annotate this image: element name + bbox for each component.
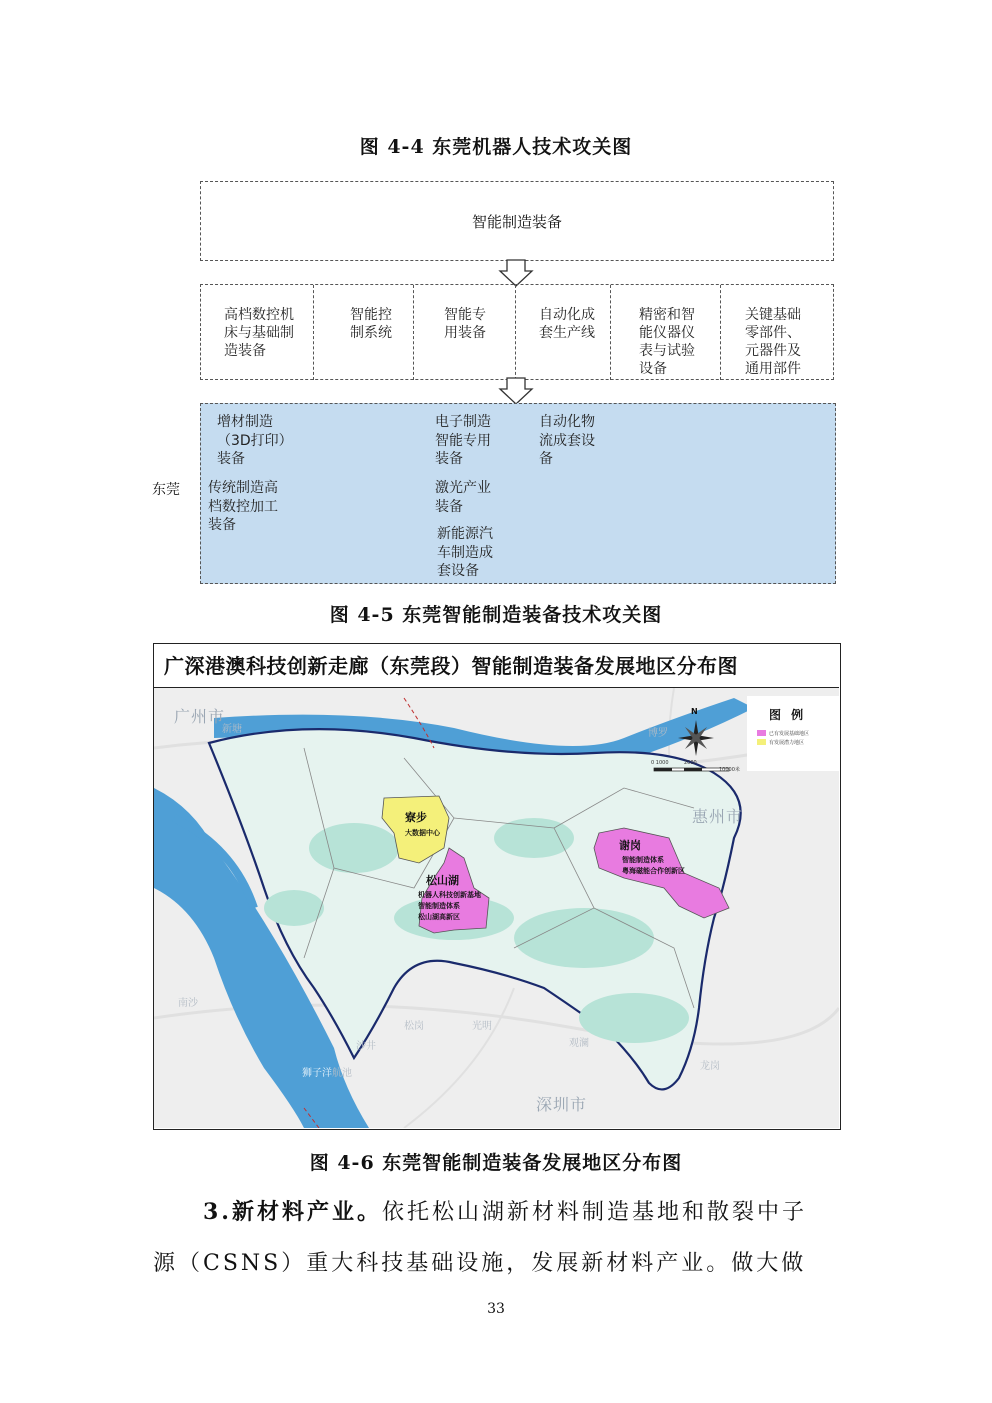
region-songshanhu: 松山湖 <box>426 874 459 887</box>
compass-label: N <box>691 707 698 716</box>
paragraph-line <box>203 1198 843 1227</box>
legend-label: 已有发展基础地区 <box>769 731 810 737</box>
city-label: 深圳市 <box>536 1095 588 1114</box>
region-liaobu-detail: 大数据中心 <box>405 829 440 837</box>
region-liaobu: 寮步 <box>405 811 427 824</box>
item-logistics: 自动化物 流成套设 备 <box>539 414 595 467</box>
scale-label: 0 1000 <box>651 760 669 766</box>
category-row <box>200 284 834 380</box>
item-traditional-cnc: 传统制造高 档数控加工 装备 <box>208 480 278 533</box>
paragraph-line: 源（CSNS）重大科技基础设施，发展新材料产业。做大做 <box>153 1251 807 1276</box>
category-components: 关键基础 零部件、 元器件及 通用部件 <box>745 307 801 377</box>
top-box <box>200 181 834 261</box>
region-xiegang-detail: 智能制造体系 粤海磁能合作创新区 <box>622 856 685 875</box>
section-heading: 3.新材料产业。 <box>203 1199 382 1225</box>
category-production-line: 自动化成 套生产线 <box>539 307 595 341</box>
down-arrow-icon <box>498 377 534 405</box>
map-graphic <box>154 688 839 1128</box>
city-label: 惠州市 <box>692 807 744 826</box>
legend-swatch <box>757 730 766 736</box>
item-laser: 激光产业 装备 <box>435 480 491 515</box>
town-label: 新塘 <box>222 724 242 735</box>
town-label: 龙岗 <box>700 1061 720 1072</box>
category-control-system: 智能控 制系统 <box>350 307 392 341</box>
distribution-map <box>153 643 841 1130</box>
town-label: 沙井 <box>356 1041 376 1052</box>
item-3d-printing: 增材制造 （3D打印） 装备 <box>217 414 293 467</box>
category-divider <box>313 285 314 380</box>
page-number: 33 <box>487 1301 505 1317</box>
town-label: 观澜 <box>569 1038 589 1049</box>
category-instruments: 精密和智 能仪器仪 表与试验 设备 <box>639 307 695 377</box>
town-label: 航池 <box>332 1068 352 1079</box>
legend-title: 图 例 <box>769 708 807 722</box>
legend-label: 有发展潜力地区 <box>769 740 805 746</box>
town-label: 狮子洋 <box>302 1068 332 1079</box>
side-label: 东莞 <box>152 482 180 498</box>
category-divider <box>515 285 516 380</box>
down-arrow-icon <box>498 259 534 287</box>
city-label: 广州市 <box>174 707 226 726</box>
category-cnc: 高档数控机 床与基础制 造装备 <box>224 307 294 359</box>
paragraph-text: 依托松山湖新材料制造基地和散裂中子 <box>381 1200 807 1225</box>
town-label: 博罗 <box>648 728 668 739</box>
map-title: 广深港澳科技创新走廊（东莞段）智能制造装备发展地区分布图 <box>154 644 839 688</box>
category-divider <box>610 285 611 380</box>
scale-label: 2000 <box>684 760 697 766</box>
town-label: 松岗 <box>404 1021 424 1032</box>
town-label: 光明 <box>472 1021 492 1032</box>
dongguan-box <box>200 403 836 584</box>
region-songshanhu-detail: 机器人科技创新基地 智能制造体系 松山湖高新区 <box>418 891 481 921</box>
top-box-label: 智能制造装备 <box>471 213 562 231</box>
figure-4-6-caption: 图 4-6 东莞智能制造装备发展地区分布图 <box>309 1152 683 1174</box>
item-nev: 新能源汽 车制造成 套设备 <box>437 526 493 579</box>
town-label: 南沙 <box>178 998 198 1009</box>
category-divider <box>720 285 721 380</box>
item-electronic-manufacturing: 电子制造 智能专用 装备 <box>435 414 491 467</box>
category-special-equipment: 智能专 用装备 <box>444 307 486 341</box>
legend-swatch <box>757 739 766 745</box>
scale-label: 10000米 <box>719 767 740 773</box>
figure-4-4-caption: 图 4-4 东莞机器人技术攻关图 <box>359 136 633 158</box>
figure-4-5-caption: 图 4-5 东莞智能制造装备技术攻关图 <box>329 604 663 626</box>
region-xiegang: 谢岗 <box>619 839 641 852</box>
map-legend <box>747 696 839 771</box>
category-divider <box>413 285 414 380</box>
